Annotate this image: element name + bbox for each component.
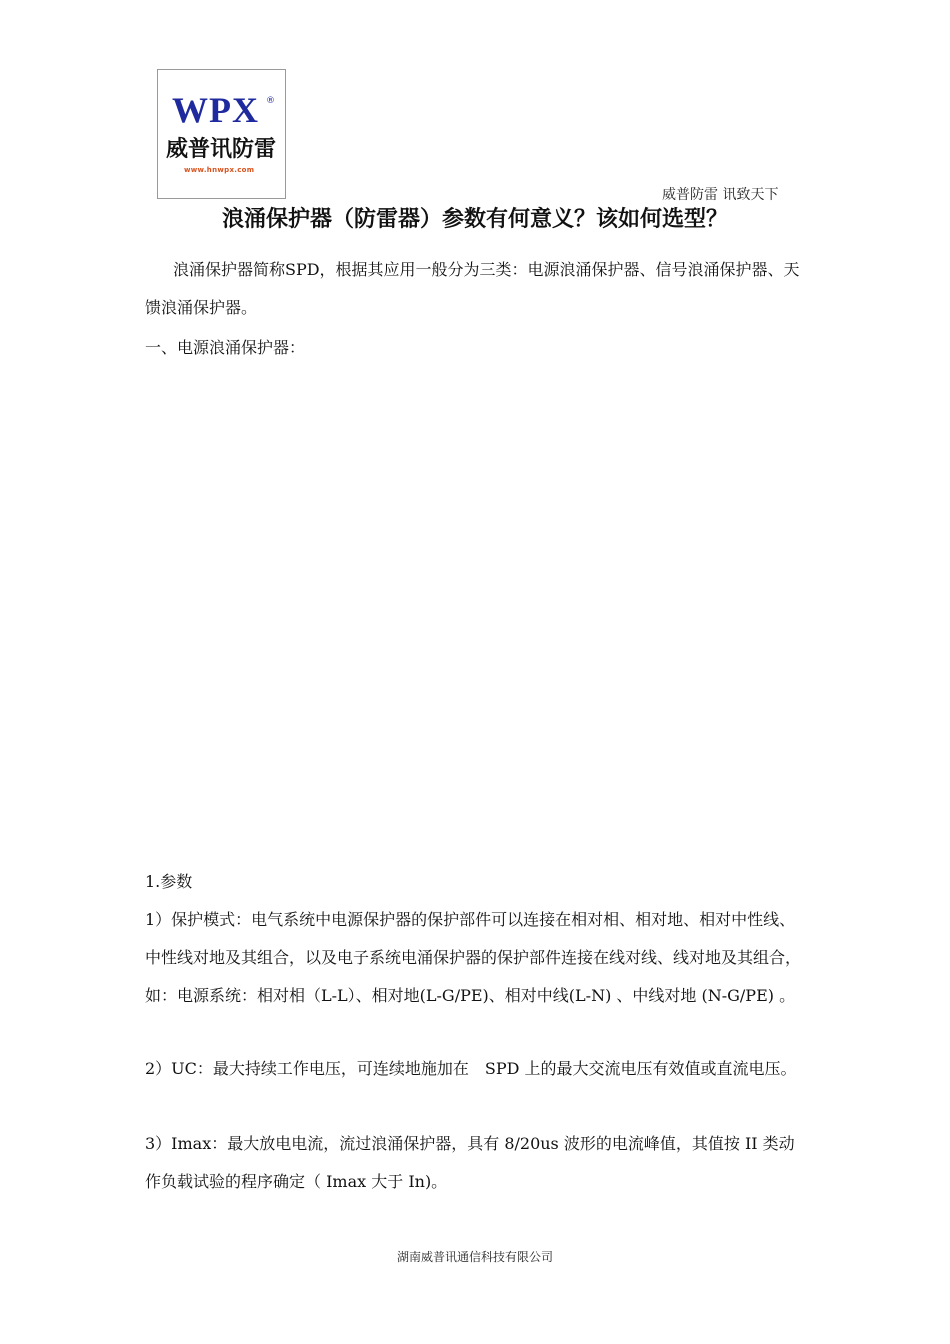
logo-wordmark: WPX <box>172 90 259 130</box>
subsection-heading: 1.参数 <box>145 872 193 891</box>
logo-chinese-name: 威普讯防雷 <box>166 136 277 162</box>
header-slogan: 威普防雷 讯致天下 <box>662 187 779 203</box>
section-heading: 一、电源浪涌保护器： <box>145 338 306 357</box>
logo-url: www.hnwpx.com <box>184 166 255 174</box>
intro-paragraph: 浪涌保护器简称SPD，根据其应用一般分为三类：电源浪涌保护器、信号浪涌保护器、天馈浪涌保护器。 <box>145 260 800 317</box>
param-item-imax: 3）Imax：最大放电电流，流过浪涌保护器，具有 8/20us 波形的电流峰值，其值按 II 类动作负载试验的程序确定（ Imax 大于 In)。 <box>145 1134 795 1191</box>
company-logo <box>157 69 286 199</box>
footer-company: 湖南威普讯通信科技有限公司 <box>396 1250 553 1264</box>
document-title: 浪涌保护器（防雷器）参数有何意义？该如何选型？ <box>221 207 728 232</box>
registered-mark: ® <box>266 96 275 106</box>
param-item-protection-mode: 1）保护模式：电气系统中电源保护器的保护部件可以连接在相对相、相对地、相对中性线、中性线对地及其组合，以及电子系统电涌保护器的保护部件连接在线对线、线对地及其组合，如：电源系统：相对相（L-L）、相对地(L-G/PE)、相对中线(L-N) 、中线对地 (N-G/PE) 。 <box>145 910 802 1005</box>
param-item-uc: 2）UC：最大持续工作电压，可连续地施加在 SPD 上的最大交流电压有效值或直流电压。 <box>145 1059 797 1078</box>
